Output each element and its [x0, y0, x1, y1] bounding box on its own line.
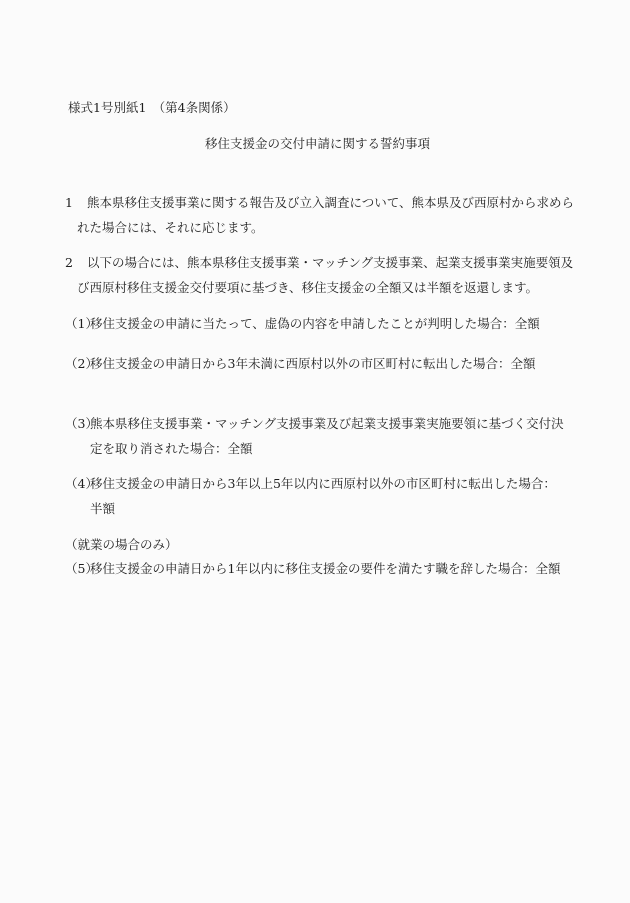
- sub-clause-5: [0, 556, 630, 581]
- sub-clause-4-line-2: 半額: [90, 501, 116, 516]
- sub-clause-4: [0, 471, 630, 521]
- sub-clause-1-number: （1）: [65, 316, 98, 331]
- page-title: 移住支援金の交付申請に関する誓約事項: [205, 136, 431, 151]
- clause-1-line-2: れた場合には、それに応じます。: [77, 220, 264, 235]
- form-number: 様式1号別紙1 （第4条関係）: [68, 100, 236, 115]
- clause-1-number: 1: [65, 195, 73, 210]
- sub-clause-2-number: （2）: [65, 356, 98, 371]
- employment-only-note: （就業の場合のみ）: [65, 537, 178, 552]
- clause-1: [0, 190, 630, 240]
- sub-clause-2: [0, 351, 630, 376]
- sub-clause-1-line-1: 移住支援金の申請に当たって、虚偽の内容を申請したことが判明した場合：全額: [90, 316, 540, 331]
- sub-clause-4-number: （4）: [65, 476, 98, 491]
- sub-clause-5-line-1: 移住支援金の申請日から1年以内に移住支援金の要件を満たす職を辞した場合：全額: [90, 561, 561, 576]
- sub-clause-5-number: （5）: [65, 561, 98, 576]
- clause-2-number: 2: [65, 255, 73, 270]
- clause-1-line-1: 熊本県移住支援事業に関する報告及び立入調査について、熊本県及び西原村から求めら: [87, 195, 575, 210]
- sub-clause-2-line-1: 移住支援金の申請日から3年未満に西原村以外の市区町村に転出した場合：全額: [90, 356, 536, 371]
- sub-clause-3: [0, 411, 630, 461]
- clause-2: [0, 250, 630, 300]
- sub-clause-3-line-2: 定を取り消された場合：全額: [90, 441, 253, 456]
- sub-clause-3-number: （3）: [65, 416, 98, 431]
- clause-2-line-2: び西原村移住支援金交付要項に基づき、移住支援金の全額又は半額を返還します。: [77, 280, 539, 295]
- sub-clause-3-line-1: 熊本県移住支援事業・マッチング支援事業及び起業支援事業実施要領に基づく交付決: [90, 416, 564, 431]
- sub-clause-1: [0, 311, 630, 336]
- sub-clause-4-line-1: 移住支援金の申請日から3年以上5年以内に西原村以外の市区町村に転出した場合：: [90, 476, 556, 491]
- clause-2-line-1: 以下の場合には、熊本県移住支援事業・マッチング支援事業、起業支援事業実施要領及: [87, 255, 574, 270]
